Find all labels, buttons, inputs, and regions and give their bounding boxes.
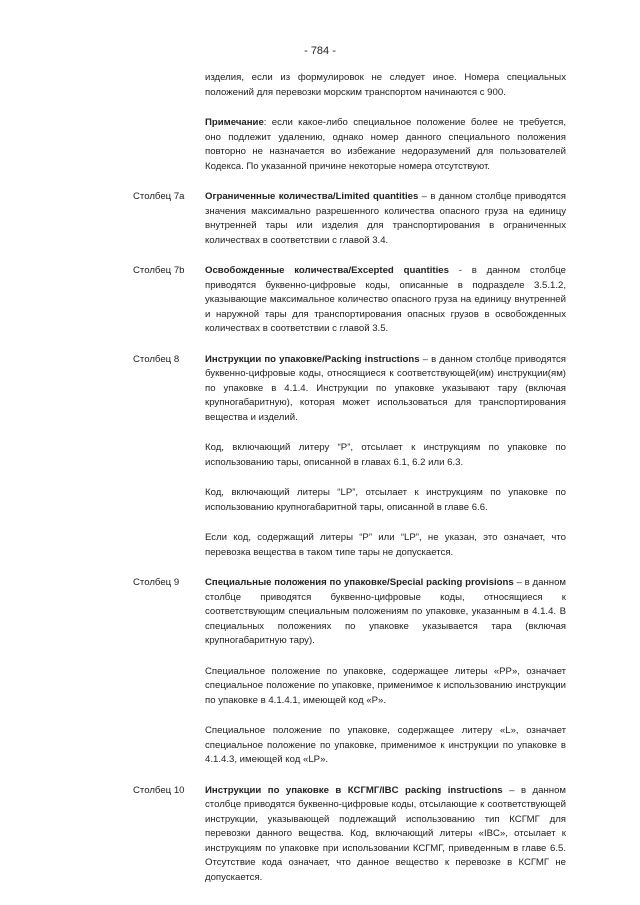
entry-title: Инструкции по упаковке/Packing instructions — [205, 353, 420, 365]
entry-body — [205, 190, 566, 248]
entry-column-9 — [133, 576, 566, 649]
page-number: - 784 - — [304, 45, 336, 57]
entry-text: – в данном столбце приводятся буквенно-цифровые коды, относящиеся к соответствующим специальным положениям по упаковке, указанным в 4.1.4. В специальных положениях по упаковке указывается тара (включая крупногабаритную тару). — [205, 577, 566, 646]
entry-column-7a — [133, 190, 566, 248]
entry-body — [205, 576, 566, 649]
entry-label: Столбец 10 — [133, 784, 185, 796]
sub-paragraph: Если код, содержащий литеры “P” или “LP”, не указан, это означает, что перевозка вещества в таком типе тары не допускается. — [205, 532, 566, 558]
entry-column-10 — [133, 784, 566, 886]
entry-text: – в данном столбце приводятся значения максимально разрешенного количества опасного груза на единицу внутренней тары или изделия для транспортирования в ограниченных количествах в соответствии с главой 3.4. — [205, 191, 566, 246]
document-body — [133, 71, 566, 885]
entry-title: Инструкции по упаковке в КСГМГ/IBC packing instructions — [205, 784, 503, 796]
entry-text: - в данном столбце приводятся буквенно-цифровые коды, описанные в подразделе 3.5.1.2, указывающие максимальное количество опасного груза на единицу внутренней и наружной тары для транспортирования опасных грузов в освобожденных количествах в соответствии с главой 3.5. — [205, 265, 566, 334]
entry-body — [205, 784, 566, 886]
entry-label: Столбец 8 — [133, 353, 180, 365]
entry-title: Освобожденные количества/Excepted quantities — [205, 265, 449, 276]
entry-label: Столбец 7b — [133, 265, 185, 276]
sub-paragraph: Специальное положение по упаковке, содержащее литеры «PP», означает специальное положение по упаковке, применимое к использованию инструкции по упаковке в 4.1.4.1, имеющей код «P». — [205, 665, 566, 706]
continuation-paragraph: изделия, если из формулировок не следует иное. Номера специальных положений для перевозки морским транспортом начинаются с 900. — [205, 72, 566, 98]
entry-body — [205, 353, 566, 426]
entry-column-8 — [133, 353, 566, 426]
sub-paragraph: Код, включающий литеры “LP”, отсылает к инструкциям по упаковке по использованию крупногабаритной тары, описанной в главе 6.6. — [205, 487, 566, 513]
entry-title: Специальные положения по упаковке/Special packing provisions — [205, 577, 514, 588]
entry-title: Ограниченные количества/Limited quantities — [205, 191, 419, 202]
entry-body — [205, 264, 566, 337]
sub-paragraph: Специальное положение по упаковке, содержащее литеру «L», означает специальное положение по упаковке, применимое к инструкции по упаковке в 4.1.4.3, имеющей код «LP». — [205, 725, 566, 765]
entry-label: Столбец 7a — [133, 191, 185, 202]
entry-column-7b — [133, 264, 566, 337]
entry-text: – в данном столбце приводятся буквенно-цифровые коды, относящиеся к соответствующей(им) инструкции(ям) по упаковке в 4.1.4. Инструкции по упаковке указывают тару (включая крупногабаритную), которая может использоваться для транспортирования вещества и изделий. — [205, 353, 566, 423]
note-paragraph — [205, 116, 566, 174]
entry-label: Столбец 9 — [133, 577, 180, 588]
note-text: : если какое-либо специальное положение более не требуется, оно подлежит удалению, однако номер данного специального положения повторно не назначается во избежание недоразумений для пользователей Кодекса. По указанной причине некоторые номера отсутствуют. — [205, 117, 566, 172]
note-label: Примечание — [205, 117, 264, 128]
sub-paragraph: Код, включающий литеру “P”, отсылает к инструкциям по упаковке по использованию тары, описанной в главах 6.1, 6.2 или 6.3. — [205, 442, 566, 468]
entry-text: – в данном столбце приводятся буквенно-цифровые коды, отсылающие к соответствующей инструкции, указывающей подлежащий использованию тип КСГМГ для перевозки данного вещества. Код, включающий литеры «IBC», отсылает к инструкциям по упаковке при использовании КСГМГ, приведенным в главе 6.5. Отсутствие кода означает, что данное вещество к перевозке в КСГМГ не допускается. — [205, 784, 566, 883]
